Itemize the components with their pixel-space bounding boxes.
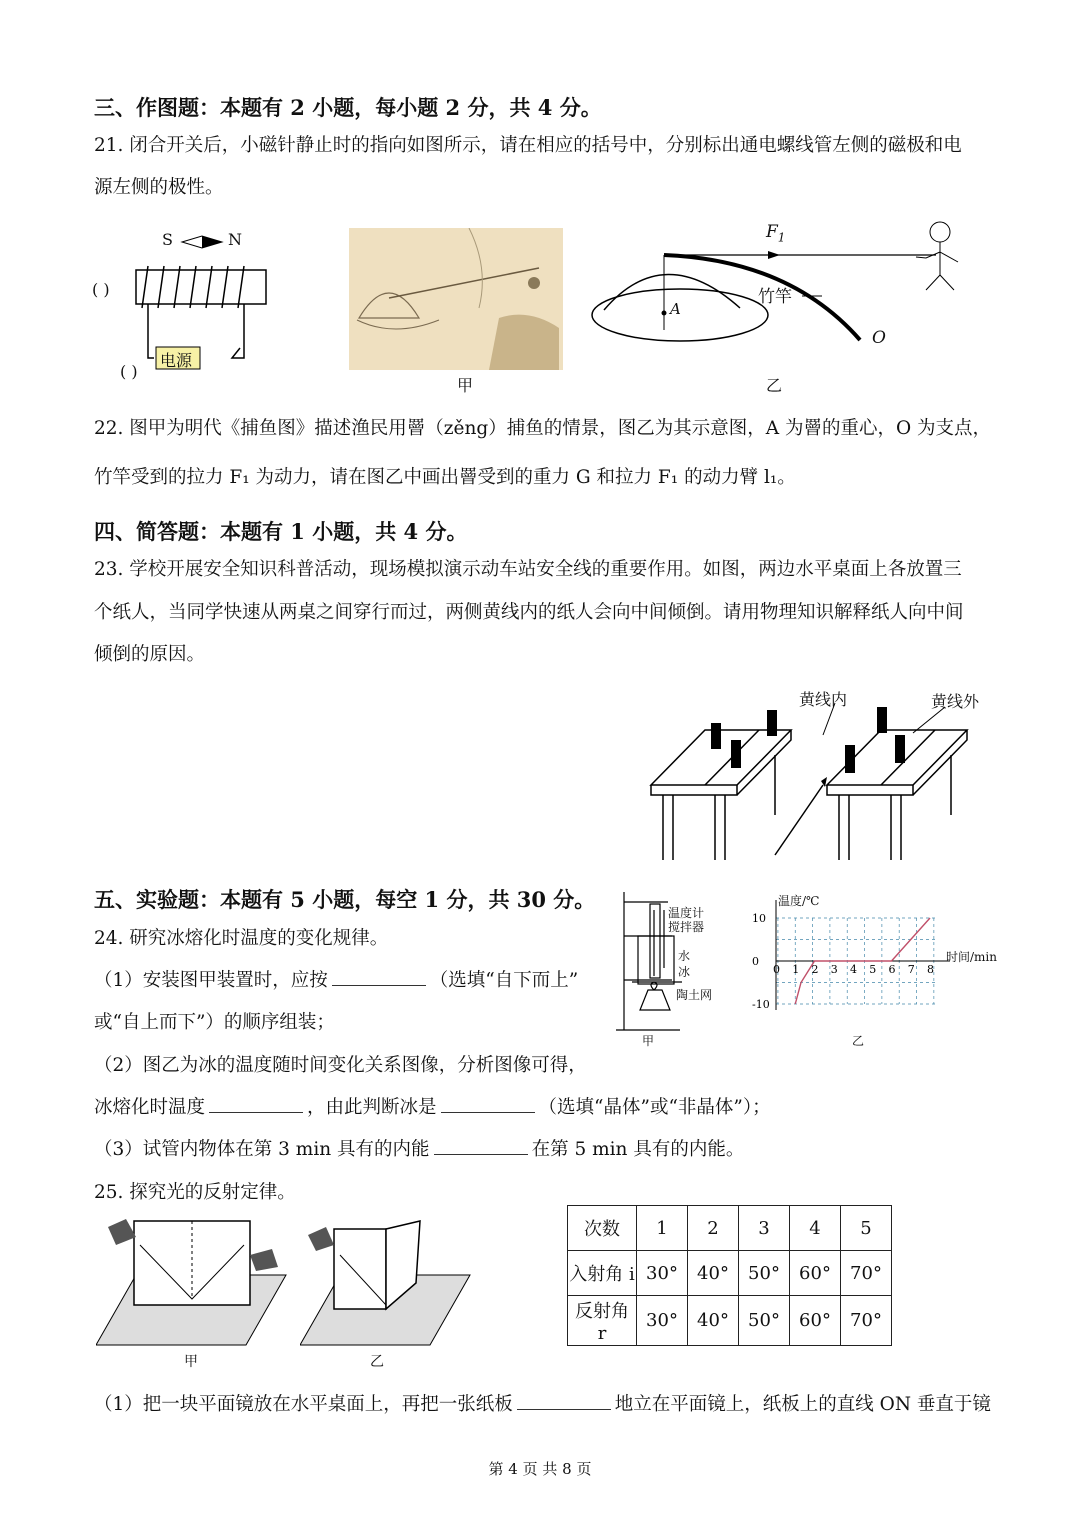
x-tick-label: 1: [792, 963, 800, 976]
apparatus-caption: 甲: [642, 1034, 655, 1048]
table-cell: 40°: [688, 1296, 739, 1346]
x-tick-label: 5: [869, 963, 877, 976]
reflection-sketch-b: [300, 1215, 480, 1355]
chart-ylabel: 温度/℃: [778, 894, 820, 908]
f1-label: $F_1$: [766, 222, 786, 245]
solenoid-left-bracket: ( ): [92, 280, 110, 299]
table-header-row: [568, 1206, 892, 1251]
table-cell: 70°: [841, 1251, 892, 1296]
compass-s-label: S: [162, 230, 173, 249]
table-cell: 30°: [637, 1251, 688, 1296]
table-cell: 1: [637, 1206, 688, 1251]
compass-n-label: N: [228, 230, 242, 249]
q23-line1: 23. 学校开展安全知识科普活动，现场模拟演示动车站安全线的重要作用。如图，两边水平桌面上各放置三: [94, 559, 962, 580]
q24-part2-cont: 冰熔化时温度 ，由此判断冰是 （选填“晶体”或“非晶体”）；: [94, 1087, 771, 1129]
table-cell: 60°: [790, 1251, 841, 1296]
q24-part1-cont: 或“自上而下”）的顺序组装；: [94, 1012, 335, 1033]
temperature-chart-svg: [740, 890, 1010, 1050]
lever-diagram: [590, 220, 970, 390]
table-cell: 反射角 r: [568, 1296, 637, 1346]
table-cell: 30°: [637, 1296, 688, 1346]
section-5-title: 五、实验题：本题有 5 小题，每空 1 分，共 30 分。: [94, 887, 596, 912]
reflection-sketch-a: [96, 1215, 296, 1355]
table-cell: 40°: [688, 1251, 739, 1296]
safety-line-figure: [645, 685, 985, 865]
table-cell: 入射角 i: [568, 1251, 637, 1296]
x-tick-label: 8: [927, 963, 934, 976]
inside-yellow-line-label: 黄线内: [799, 690, 848, 709]
outside-yellow-line-label: 黄线外: [931, 692, 980, 711]
thermometer-label: 温度计: [668, 906, 705, 920]
table-cell: 2: [688, 1206, 739, 1251]
y-tick-label: 10: [752, 912, 766, 925]
solenoid-core: [136, 270, 266, 304]
x-tick-label: 7: [907, 963, 915, 976]
table-cell: 4: [790, 1206, 841, 1251]
q21-line1: 21. 闭合开关后，小磁针静止时的指向如图所示，请在相应的括号中，分别标出通电螺线管左侧的磁极和电: [94, 135, 962, 156]
x-tick-label: 3: [830, 963, 838, 976]
reflection-setup-b: [300, 1215, 480, 1370]
section-4-title: 四、简答题：本题有 1 小题，共 4 分。: [94, 519, 468, 544]
bamboo-pole-label: 竹竿: [758, 287, 792, 307]
water-label: 水: [678, 949, 691, 963]
painting-sketch: [349, 228, 563, 370]
x-tick-label: 0: [773, 963, 780, 976]
power-label: 电源: [160, 351, 193, 370]
x-tick-label: 2: [811, 963, 819, 976]
chart-caption: 乙: [852, 1034, 865, 1048]
q22-line2: 竹竿受到的拉力 F₁ 为动力，请在图乙中画出罾受到的重力 G 和拉力 F₁ 的动力臂 l₁。: [94, 467, 796, 488]
q24-part2: （2）图乙为冰的温度随时间变化关系图像，分析图像可得，: [94, 1055, 587, 1076]
table-row: [568, 1251, 892, 1296]
reflection-a-caption: 甲: [184, 1354, 198, 1370]
ice-label: 冰: [678, 965, 691, 979]
q24-blank-2[interactable]: [209, 1090, 303, 1113]
reflection-b-caption: 乙: [370, 1354, 384, 1370]
q24-part1: （1）安装图甲装置时，应按 （选填“自下而上”: [94, 960, 578, 1002]
q24-head: 24. 研究冰熔化时温度的变化规律。: [94, 928, 389, 949]
q25-part1: （1）把一块平面镜放在水平桌面上，再把一张纸板 地立在平面镜上，纸板上的直线 ON 垂直于镜: [94, 1384, 991, 1426]
table-cell: 5: [841, 1206, 892, 1251]
fig22-yi-caption: 乙: [766, 376, 783, 395]
q25-head: 25. 探究光的反射定律。: [94, 1182, 296, 1203]
section-3-title: 三、作图题：本题有 2 小题，每小题 2 分，共 4 分。: [94, 95, 602, 120]
power-left-bracket: ( ): [120, 362, 138, 381]
reflection-setup-a: [96, 1215, 296, 1370]
q24-part3: （3）试管内物体在第 3 min 具有的内能 在第 5 min 具有的内能。: [94, 1129, 744, 1171]
solenoid-figure: [92, 222, 292, 392]
chart-xlabel: 时间/min: [946, 950, 997, 964]
x-tick-label: 4: [850, 963, 857, 976]
stirrer-label: 搅拌器: [668, 920, 705, 934]
fulcrum-o-label: O: [872, 328, 886, 348]
reflection-data-table: [567, 1205, 892, 1346]
gauze-label: 陶土网: [676, 988, 713, 1002]
table-cell: 50°: [739, 1296, 790, 1346]
table-cell: 50°: [739, 1251, 790, 1296]
x-tick-label: 6: [888, 963, 896, 976]
table-cell: 3: [739, 1206, 790, 1251]
temperature-chart: [740, 890, 1010, 1050]
center-of-gravity-a-label: A: [670, 300, 681, 318]
q21-line2: 源左侧的极性。: [94, 177, 224, 198]
q22-line1: 22. 图甲为明代《捕鱼图》描述渔民用罾（zěng）捕鱼的情景，图乙为其示意图，A 为罾的重心，O 为支点，: [94, 418, 992, 439]
table-cell: 次数: [568, 1206, 637, 1251]
tables-sketch: [645, 685, 985, 865]
q23-line2: 个纸人，当同学快速从两桌之间穿行而过，两侧黄线内的纸人会向中间倾倒。请用物理知识解释纸人向中间: [94, 602, 964, 623]
q23-line3: 倾倒的原因。: [94, 644, 206, 665]
y-tick-label: -10: [752, 998, 770, 1011]
fishing-painting: [349, 228, 563, 370]
q24-blank-3[interactable]: [441, 1090, 535, 1113]
table-cell: 70°: [841, 1296, 892, 1346]
table-cell: 60°: [790, 1296, 841, 1346]
fig22-jia-caption: 甲: [457, 376, 474, 395]
y-tick-label: 0: [752, 955, 759, 968]
q24-blank-1[interactable]: [332, 963, 426, 986]
page-footer: 第 4 页 共 8 页: [488, 1460, 592, 1478]
q24-blank-4[interactable]: [434, 1132, 528, 1155]
q25-blank-1[interactable]: [517, 1387, 611, 1410]
heating-apparatus: [610, 890, 730, 1050]
table-row: [568, 1296, 892, 1346]
